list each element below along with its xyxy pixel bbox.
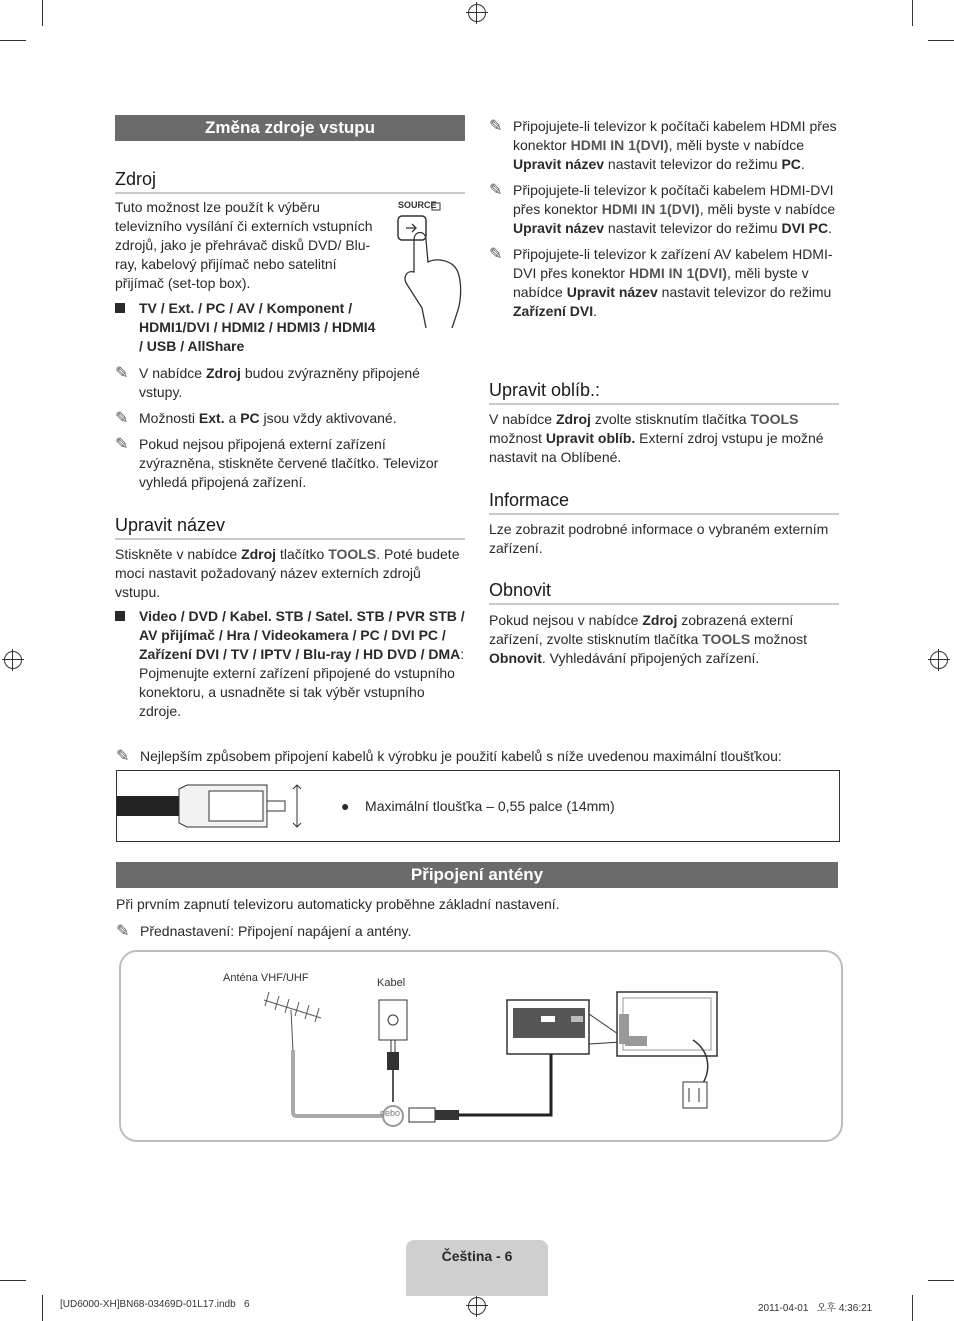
heading-informace: Informace bbox=[489, 489, 839, 515]
crop-mark bbox=[0, 1280, 26, 1281]
oblib-body: V nabídce Zdroj zvolte stisknutím tlačítka TOOLS možnost Upravit oblíb. Externí zdroj vstupu je možné nastavit na Oblíbené. bbox=[489, 411, 824, 465]
antenna-diagram bbox=[119, 950, 843, 1142]
note-pen-icon: ✎ bbox=[489, 246, 503, 263]
heading-zdroj: Zdroj bbox=[115, 168, 465, 194]
cable-thickness-bullet bbox=[341, 798, 615, 814]
upravit-nazev-body: Stiskněte v nabídce Zdroj tlačítko TOOLS. Poté budete moci nastavit požadovaný název externích zdrojů vstupu. Video / DVD / Kabel. STB / Satel. STB / PVR STB / AV přijímač / Hra / Videokamera / PC / DVI PC / Zařízení DVI / TV / IPTV / Blu-ray / HD DVD / DMA: Pojmenujte externí zařízení připojené do vstupního konektoru, a usnadněte si tak výběr vstupního zdroje. bbox=[115, 546, 465, 719]
registration-mark-icon bbox=[468, 4, 486, 22]
zdroj-notes: ✎ V nabídce Zdroj budou zvýrazněny připojené vstupy. ✎ Možnosti Ext. a PC jsou vždy aktivované. ✎ Pokud nejsou připojená externí zařízení zvýrazněna, stiskněte červené tlačítko. Televizor vyhledá připojená zařízení. bbox=[115, 365, 439, 490]
cable-thickness-box bbox=[116, 770, 840, 842]
page-number: Čeština - 6 bbox=[441, 1248, 513, 1264]
label-kabel: Kabel bbox=[377, 977, 406, 989]
crop-mark bbox=[42, 0, 43, 26]
max-thickness-text: Maximální tloušťka – 0,55 palce (14mm) bbox=[365, 798, 615, 814]
right-notes: ✎ Připojujete-li televizor k počítači kabelem HDMI přes konektor HDMI IN 1(DVI), měli byste v nabídce Upravit název nastavit televizor do režimu PC. ✎ Připojujete-li televizor k počítači kabelem HDMI-DVI přes konektor HDMI IN 1(DVI), měli byste v nabídce Upravit název nastavit televizor do režimu DVI PC. ✎ Připojujete-li televizor k zařízení AV kabelem HDMI-DVI přes konektor HDMI IN 1(DVI), měli byste v nabídce Upravit název nastavit televizor do režimu Zařízení DVI. bbox=[489, 118, 837, 319]
note-pen-icon: ✎ bbox=[116, 748, 130, 765]
cable-plug-icon bbox=[117, 771, 317, 841]
zdroj-bullet bbox=[115, 299, 380, 356]
zdroj-intro-text: Tuto možnost lze použít k výběru televizního vysílání či externích vstupních zdrojů, jako je přehrávač disků DVD/ Blu-ray, kabelový přijímač nebo satelitní přijímač (set-top box). bbox=[115, 199, 373, 291]
antenna-text: Při prvním zapnutí televizoru automaticky proběhne základní nastavení. bbox=[116, 896, 560, 912]
source-label: SOURCE bbox=[398, 200, 437, 210]
zdroj-intro bbox=[115, 198, 380, 293]
footer-timestamp: 2011-04-01 오후 4:36:21 bbox=[758, 1303, 873, 1314]
hand-press-icon bbox=[392, 200, 472, 330]
note-pen-icon: ✎ bbox=[489, 182, 503, 199]
registration-mark-icon bbox=[930, 651, 948, 669]
crop-mark bbox=[912, 0, 913, 26]
round-bullet-icon: ● bbox=[341, 798, 350, 814]
antenna-connection-diagram bbox=[121, 952, 841, 1140]
heading-upravit-nazev: Upravit název bbox=[115, 514, 465, 540]
informace-text: Lze zobrazit podrobné informace o vybraném externím zařízení. bbox=[489, 521, 829, 556]
page-tab bbox=[406, 1240, 548, 1296]
note-pen-icon: ✎ bbox=[115, 365, 129, 382]
note-pen-icon: ✎ bbox=[115, 436, 129, 453]
section-bar-input-source: Změna zdroje vstupu bbox=[115, 115, 465, 141]
cable-note-text: Nejlepším způsobem připojení kabelů k výrobku je použití kabelů s níže uvedenou maximální tloušťkou: bbox=[140, 748, 782, 764]
obnovit-body: Pokud nejsou v nabídce Zdroj zobrazená externí zařízení, zvolte stisknutím tlačítka TOOLS možnost Obnovit. Vyhledávání připojených zařízení. bbox=[489, 612, 807, 666]
antenna-icon bbox=[264, 992, 321, 1052]
antenna-body bbox=[116, 895, 840, 941]
heading-upravit-oblib: Upravit oblíb.: bbox=[489, 379, 839, 405]
crop-mark bbox=[0, 40, 26, 41]
square-bullet-icon bbox=[115, 303, 125, 313]
crop-mark bbox=[928, 1280, 954, 1281]
registration-mark-icon bbox=[4, 651, 22, 669]
power-plug-icon bbox=[683, 1082, 707, 1108]
footer-file-name: [UD6000-XH]BN68-03469D-01L17.indb 6 bbox=[60, 1299, 250, 1310]
note-pen-icon: ✎ bbox=[115, 410, 129, 427]
note-pen-icon: ✎ bbox=[489, 118, 503, 135]
square-bullet-icon bbox=[115, 611, 125, 621]
note-text: Pokud nejsou připojená externí zařízení zvýrazněna, stiskněte červené tlačítko. Televizor vyhledá připojená zařízení. bbox=[139, 436, 439, 490]
note-pen-icon: ✎ bbox=[116, 923, 130, 940]
source-button-illustration bbox=[392, 200, 472, 330]
source-list: TV / Ext. / PC / AV / Komponent / HDMI1/DVI / HDMI2 / HDMI3 / HDMI4 / USB / AllShare bbox=[139, 300, 376, 354]
label-nebo: nebo bbox=[380, 1108, 401, 1118]
informace-body bbox=[489, 520, 839, 558]
antenna-note-text: Přednastavení: Připojení napájení a antény. bbox=[140, 923, 412, 939]
section-bar-antenna: Připojení antény bbox=[116, 862, 838, 888]
crop-mark bbox=[42, 1295, 43, 1321]
cable-note bbox=[116, 747, 840, 766]
label-antenna-vhf-uhf: Anténa VHF/UHF bbox=[223, 972, 309, 984]
wall-outlet-icon bbox=[379, 1000, 407, 1040]
crop-mark bbox=[912, 1295, 913, 1321]
registration-mark-icon bbox=[468, 1297, 486, 1315]
tv-back-icon bbox=[617, 992, 717, 1056]
crop-mark bbox=[928, 40, 954, 41]
heading-obnovit: Obnovit bbox=[489, 579, 839, 605]
